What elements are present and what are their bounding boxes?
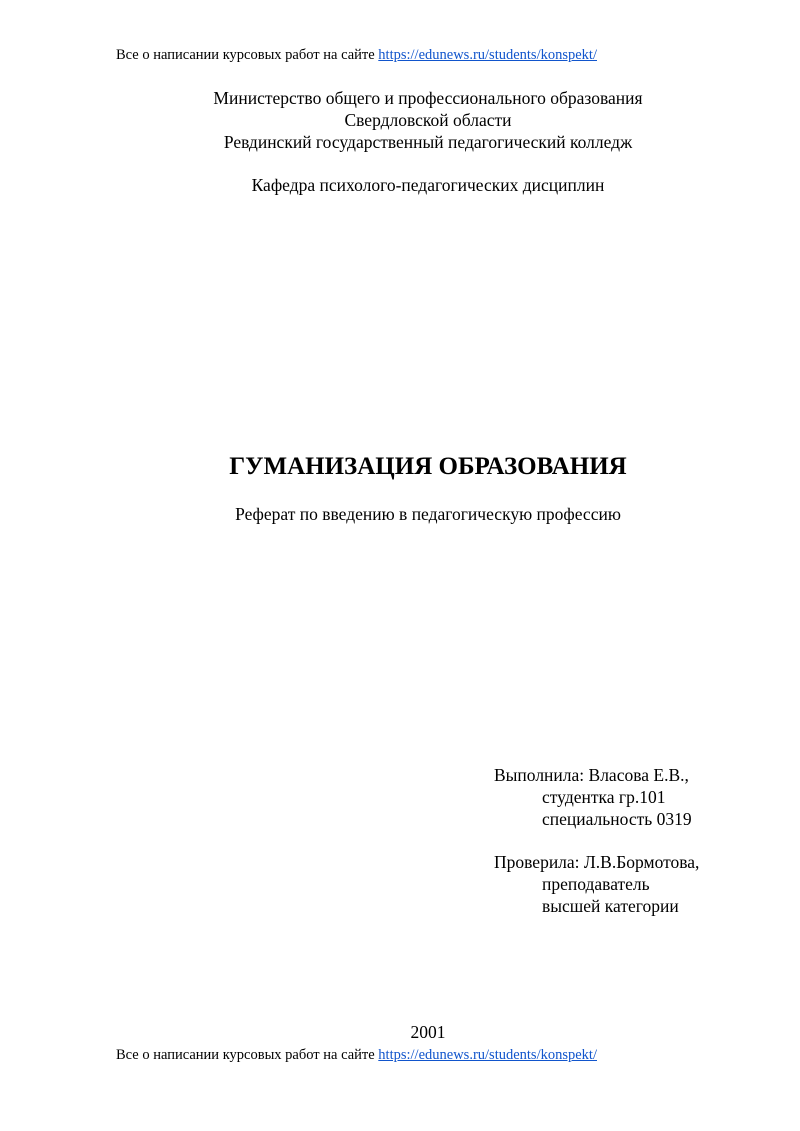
document-year: 2001	[410, 1022, 446, 1042]
footer-link[interactable]: https://edunews.ru/students/konspekt/	[378, 1047, 597, 1063]
department-line: Кафедра психолого-педагогических дисциплин	[251, 175, 605, 195]
document-title: ГУМАНИЗАЦИЯ ОБРАЗОВАНИЯ	[229, 453, 627, 480]
college-line: Ревдинский государственный педагогический колледж	[223, 132, 633, 152]
footer-note	[116, 1047, 597, 1064]
author-group: студентка гр.101	[542, 787, 666, 807]
header-link[interactable]: https://edunews.ru/students/konspekt/	[378, 47, 597, 63]
reviewer-line: Проверила: Л.В.Бормотова,	[494, 852, 700, 872]
header-note-text: Все о написании курсовых работ на сайте	[116, 47, 375, 63]
reviewer-category: высшей категории	[542, 896, 679, 916]
author-specialty: специальность 0319	[542, 809, 692, 829]
ministry-line: Министерство общего и профессионального образования	[213, 88, 643, 108]
document-subtitle: Реферат по введению в педагогическую профессию	[235, 504, 621, 524]
region-line: Свердловской области	[344, 110, 512, 130]
author-line: Выполнила: Власова Е.В.,	[494, 765, 689, 785]
header-note	[116, 47, 597, 64]
footer-note-text: Все о написании курсовых работ на сайте	[116, 1047, 375, 1063]
reviewer-position: преподаватель	[542, 874, 650, 894]
